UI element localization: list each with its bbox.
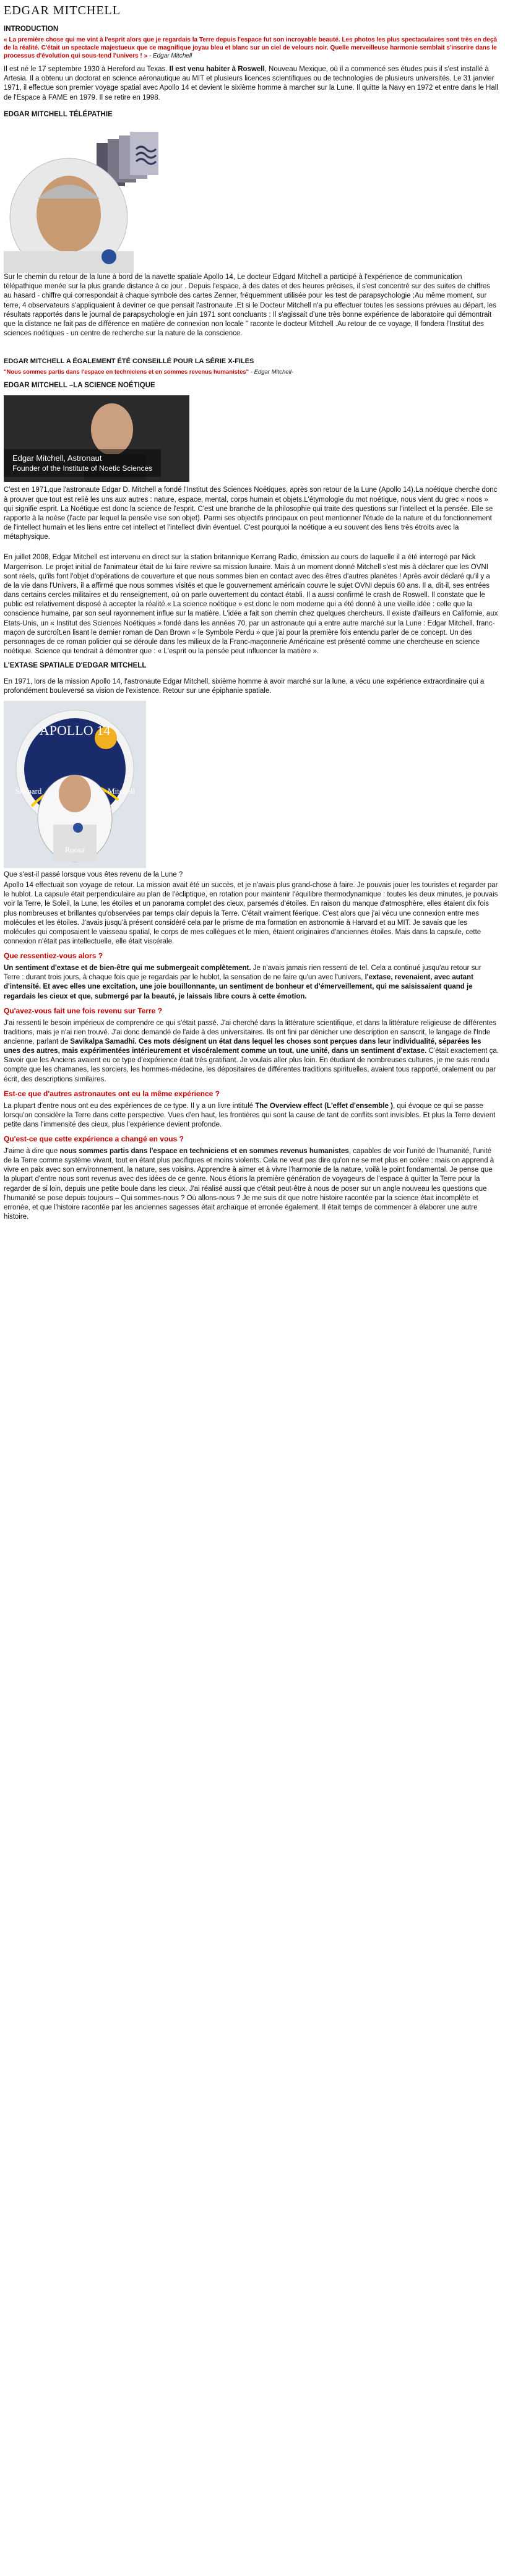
page-title: EDGAR MITCHELL: [4, 4, 121, 17]
extase-text: En 1971, lors de la mission Apollo 14, l'astronaute Edgar Mitchell, sixième homme à avoir marché sur la lune, a vécu une expérience extraordinaire qui a profondément bouleversé sa vision de l'existence. Retour sur une épiphanie spatiale.: [4, 677, 485, 695]
telepathy-heading: EDGAR MITCHELL TÉLÉPATHIE: [4, 110, 113, 118]
intro-quote: « La première chose qui me vint à l'esprit alors que je regardais la Terre depuis l'espace fut son incroyable beauté. Les photos les plus spectaculaires sont très en deçà de la réalité. C'était un spectacle majestueux que ce magnifique joyau bleu et blanc sur un ciel de velours noir. Quelle merveilleuse harmonie semblait s'inscrire dans le processus d'évolution qui sous-tend l'univers ! » - Edgar Mitchell: [4, 36, 498, 59]
answer-1: Apollo 14 effectuait son voyage de retour. La mission avait été un succès, et je n'avais plus grand-chose à faire. Je pouvais jouer les touristes et regarder par le hublot. La capsule était perpendiculaire au plan de l'écliptique, en rotation pour maintenir l'équilibre thermodynamique : toutes les deux minutes, je pouvais voir la Terre, le Soleil, la Lune, les étoiles et un panorama complet des cieux, parsemés d'étoiles. En raison du manque d'atmosphère, elles étaient dix fois plus nombreuses et brillantes qu'observées par temps clair depuis la Terre. C'était vraiment féerique. C'est alors que j'ai vécu une connexion entre mes molécules et les étoiles. J'avais jusqu'à présent considéré cela par le prisme de ma formation en astronomie à Harvard et au MIT. Je savais que les molécules qui composaient le vaisseau spatial, le corps de mes collègues et le mien, étaient originaires d'anciennes étoiles. Mais dans la capsule, cette connexion n'était pas intellectuelle, elle était viscérale.: [4, 882, 498, 946]
intro-paragraph: Il est né le 17 septembre 1930 à Hereford au Texas. Il est venu habiter à Roswell, Nouveau Mexique, où il a commencé ses études puis il s'est installé à Artesia. Il a obtenu un doctorat en science aéronautique au MIT et plusieurs licences scientifiques ou de technologies de plusieurs universités. Le 31 janvier 1971, il effectue son premier voyage spatial avec Apollo 14 et devient le sixième homme à marcher sur la Lune. Il quitte la Navy en 1972 et entre dans le Hall de l'Espace à FAME en 1979. Il se retire en 1998.: [4, 66, 498, 101]
question-2: Que ressentiez-vous alors ?: [4, 951, 103, 961]
xfiles-heading: EDGAR MITCHELL A ÉGALEMENT ÉTÉ CONSEILLÉ POUR LA SÉRIE X-FILES: [4, 358, 254, 366]
noetic-text: C'est en 1971,que l'astronaute Edgar D. Mitchell a fondé l'Institut des Sciences Noétiques, après son retour de la Lune (Apollo 14).La noétique cherche donc à prouver que tout est relié les uns aux autres : nature, espace, mental, corps humain et objets.L'étymologie du mot noétique, nous vient du grec « noos » qui signifie esprit. La Noétique est donc la science de l'esprit. C'est une branche de la philosophie qui traite des questions sur l'intellect et la pensée. Elle se rapporte à la noèse (l'acte par lequel la pensée vise son objet). Parmi ses objectifs principaux on peut mentionner l'étude de la nature et du fonctionnement de l'intellect humain et les liens entre cet intellect et l'intellect divin éventuel. C'est pourquoi la noétique a eu souvent des liens très étroits avec la métaphysique.: [4, 486, 498, 541]
apollo-portrait: [4, 701, 146, 868]
extase-heading: L'EXTASE SPATIALE D'EDGAR MITCHELL: [4, 662, 147, 670]
astronaut-photo: [4, 124, 189, 273]
article: [0, 2, 503, 1222]
question-5: Qu'est-ce que cette expérience a changé en vous ?: [4, 1135, 184, 1144]
intro-heading: INTRODUCTION: [4, 25, 59, 33]
noetic-heading: EDGAR MITCHELL –LA SCIENCE NOÉTIQUE: [4, 382, 155, 390]
answer-4: La plupart d'entre nous ont eu des expériences de ce type. Il y a un livre intitulé The Overview effect (L'effet d'ensemble ), qui évoque ce qui se passe lorsqu'on considère la Terre dans cette perspective. Vues d'en haut, les frontières qui sont la cause de tant de conflits sont invisibles. Et plus la Terre devient petite dans l'immensité des cieux, plus l'expérience devient profonde.: [4, 1102, 496, 1128]
mission-name: APOLLO 14: [39, 722, 111, 738]
xfiles-quote: "Nous sommes partis dans l'espace en techniciens et en sommes revenus humanistes" - Edgar Mitchell-: [4, 368, 293, 376]
crew-name: Roosa: [64, 844, 85, 854]
telepathy-text: Sur le chemin du retour de la lune à bord de la navette spatiale Apollo 14, Le docteur Edgard Mitchell a participé à l'expérience de communication télépathique menée sur la plus grande distance à ce jour . Depuis l'espace, à des dates et des heures précises, il s'est concentré sur des suites de chiffres au hasard - chiffre qui correspondait à chaque symbole des cartes Zenner, fréquemment utilisée pour les test de parapsychologie ;Au même moment, sur terre, 4 observateurs s'appliquaient à deviner ce que pensait l'astronaute .Et si le Docteur Mitchell n'a pu effectuer toutes les sessions prévues au départ, les résultats rapportés dans le journal de parapsychologie en juin 1971 sont concluants : Il s'agissait d'une très bonne expérience de laboratoire qui démontrait que la distance ne fait pas de différence en matière de connexion non locale " raconte le docteur Mitchell .Au retour de ce voyage, Il fondera l'Institut des sciences noétiques - un centre de recherche sur la nature de la conscience.: [4, 273, 496, 338]
question-4: Est-ce que d'autres astronautes ont eu la même expérience ?: [4, 1089, 220, 1098]
crew-name: Shepard: [15, 786, 42, 796]
video-still[interactable]: [4, 395, 189, 482]
question-1: Que s'est-il passé lorsque vous êtes revenu de la Lune ?: [4, 870, 183, 878]
crew-name: Mitchell: [107, 786, 136, 796]
video-caption: Edgar Mitchell, Astronaut Founder of the Institute of Noetic Sciences: [4, 449, 161, 477]
answer-5: J'aime à dire que nous sommes partis dans l'espace en techniciens et en sommes revenus humanistes, capables de voir l'unité de l'humanité, l'unité de la Terre comme système vivant, tout en étant plus pacifiques et moins violents. Cela ne veut pas dire qu'on ne se met plus en colère : mais on apprend à vivre en paix avec son environnement, la nature, ses voisins. Apprendre à aimer et à vivre l'harmonie de la nature, voilà le point fondamental. Je pense que la plupart d'entre nous sont revenus avec des idées de ce genre. Nous étions la première génération de voyageurs de l'espace à quitter la Terre pour la regarder de si loin, depuis une petite boule dans les cieux. J'ai réalisé aussi que c'était peut-être à nous de poser sur un angle nouveau les questions que l'humanité se pose depuis toujours – Qui sommes-nous ? Où allons-nous ? Je me suis dit que notre histoire racontée par la science était incomplète et erronée, et que l'histoire racontée par les anciennes sagesses était archaïque et erronée également. Il était temps de commencer à élaborer une autre histoire.: [4, 1147, 494, 1221]
roswell-text: En juillet 2008, Edgar Mitchell est intervenu en direct sur la station britannique Kerrang Radio, émission au cours de laquelle il a été interrogé par Nick Margerrison. Le projet initial de l'animateur était de lui faire revivre sa mission lunaire. Mais à un moment donné Mitchell s'est mis à déclarer que les OVNI sont réels, qu'ils font l'objet d'opérations de couverture et que nous sommes bien en contact avec des êtres d'autres planètes ! Après avoir déclaré qu'il y a de la vie dans l'Univers, il a affirmé que nous sommes visités et que le gouvernement américain couvre le sujet OVNI depuis 60 ans. Il a, dit-il, ses entrées dans certains cercles militaires et du renseignement, où on parle ouvertement du contact établi. Il a aussi confirmé le crash de Roswell. Il constate que le public est relativement disposé à accepter la réalité.« La science noétique » est donc le nom moderne qui a été donné à une vieille idée : celle que la conscience humaine, par son seul rayonnement influe sur la matière. L'idée a fait son chemin chez quelques chercheurs. Il existe d'ailleurs en Californie, aux Etats-Unis, un « Institut des Sciences Noétiques » fondé dans les années 70, par un astronaute qui a entre autre marché sur la Lune : Edgar Mitchell, franc-maçon de surcroît.en lisant le dernier roman de Dan Brown « le Symbole Perdu » que j'ai pour la première fois entendu parler de ce concept. Un des personnages de ce roman policier qui se déroule dans les milieux de la Franc-maçonnerie Américaine est présenté comme une chercheuse en science noétique. Science qui tendrait à démontrer que : « L'esprit ou la pensée peut influencer la matière ».: [4, 554, 498, 656]
answer-3: J'ai ressenti le besoin impérieux de comprendre ce qui s'était passé. J'ai cherché dans la littérature scientifique, et dans la littérature religieuse de différentes traditions, mais je n'ai rien trouvé. J'ai donc demandé de l'aide à des universitaires. Ils ont fini par dénicher une description en sanscrit, le langage de l'Inde ancienne, parlant de Savikalpa Samadhi. Ces mots désignent un état dans lequel les choses sont perçues dans leur individualité, séparées les unes des autres, mais expérimentées intérieurement et viscéralement comme un tout, une unité, dans un sentiment d'extase. C'était exactement ça. Savoir que les Anciens avaient eu ce type d'expérience était très gratifiant. Je voulais aller plus loin. En étudiant de nombreuses cultures, je me suis rendu compte que les chamanes, les sorciers, les hommes-médecine, les dépositaires de différentes traditions spirituelles, avaient tous rapporté, oralement ou par écrit, des descriptions similaires.: [4, 1019, 499, 1083]
answer-2: Un sentiment d'extase et de bien-être qui me submergeait complètement. Je n'avais jamais rien ressenti de tel. Cela a continué jusqu'au retour sur Terre : durant trois jours, à chaque fois que je regardais par le hublot, la sensation de ne faire qu'un avec l'univers, l'extase, revenaient, avec autant d'intensité. Et avec elles une excitation, une joie bouillonnante, un sentiment de bonheur et d'émerveillement, qui me saisissaient quand je regardais les cieux et que, submergé par la beauté, je laissais libre cours à cette émotion.: [4, 964, 481, 1000]
question-3: Qu'avez-vous fait une fois revenu sur Terre ?: [4, 1006, 163, 1015]
